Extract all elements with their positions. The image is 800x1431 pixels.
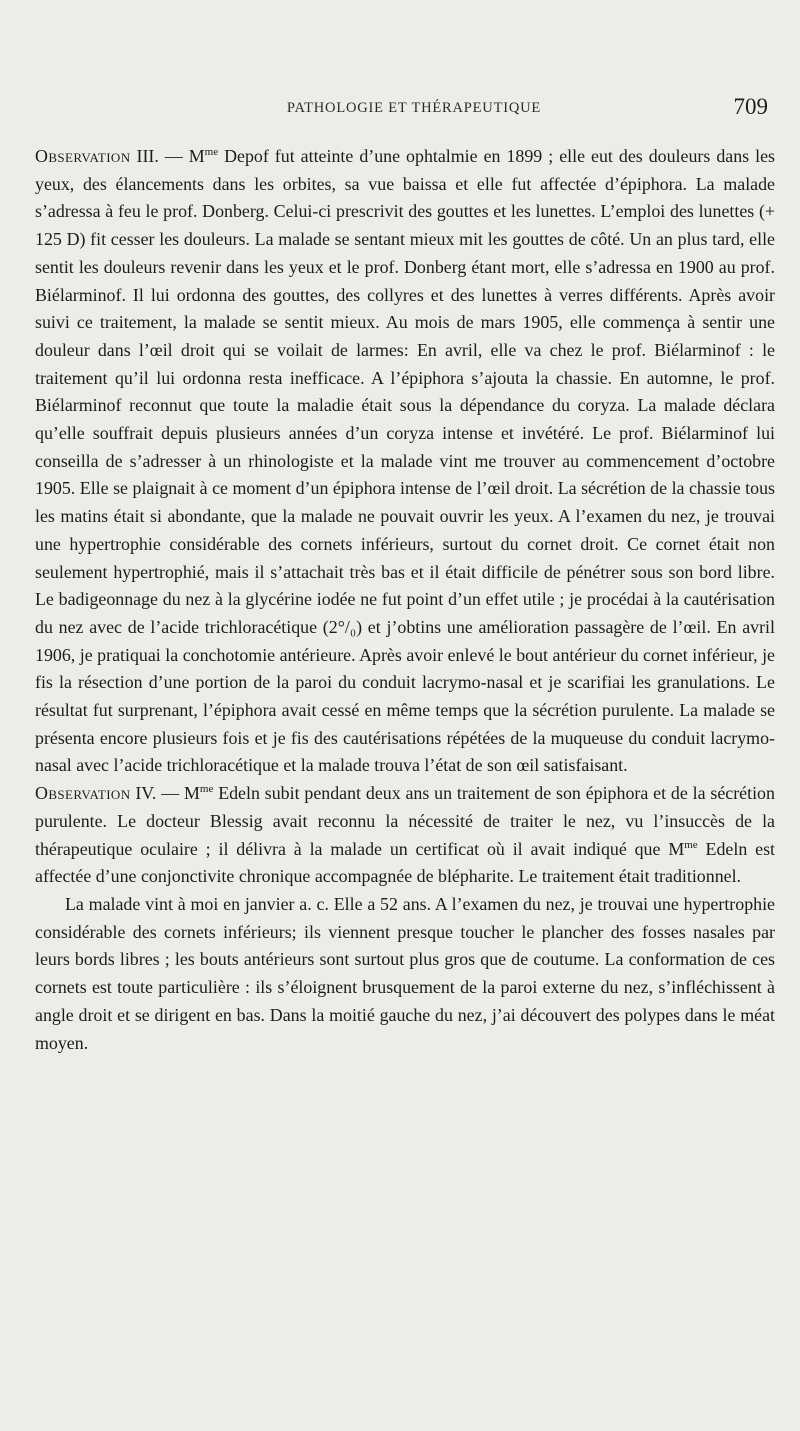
observation-iv-paragraph — [35, 780, 775, 891]
page-header — [60, 94, 768, 122]
running-title: PATHOLOGIE ET THÉRAPEUTIQUE — [286, 100, 542, 116]
observation-iv-text-part-2: Edeln est affectée d’une conjonctivite chronique accompagnée de blépharite. Le traitement était traditionnel. — [35, 838, 775, 887]
observation-number: IV. — — [135, 783, 180, 804]
observation-iii-text-part-2: ) et j’obtins une amélioration passagère de l’œil. En avril 1906, je pratiquai la conchotomie antérieure. Après avoir enlevé le bout antérieur du cornet inférieur, je fis la résection d’une portion de la paroi du conduit lacrymo-nasal et je scarifiai les granulations. Le résultat fut surprenant, l’épiphora avait cessé en même temps que la sécrétion purulente. La malade se présenta encore plusieurs fois et je fis des cautérisations répétées de la muqueuse du conduit lacrymo-nasal avec l’acide trichloracétique et la malade trouva l’état de son œil satisfaisant. — [35, 616, 775, 776]
observation-number: III. — — [136, 146, 183, 166]
observation-iv-text-part-1: Edeln subit pendant deux ans un traitement de son épiphora et de la sécrétion purulente. Le docteur Blessig avait reconnu la nécessité de traiter le nez, vu l’insuccès de la thérapeutique oculaire ; il délivra à la malade un certificat où il avait indiqué que — [35, 783, 775, 859]
madame-abbreviation: $M^{me}$ — [183, 783, 214, 804]
per-mille-symbol: °/₀ — [337, 616, 357, 637]
madame-abbreviation: $M^{me}$ — [668, 838, 698, 859]
body-text — [35, 143, 775, 1057]
final-paragraph: La malade vint à moi en janvier a. c. Elle a 52 ans. A l’examen du nez, je trouvai une hypertrophie considérable des cornets inférieurs; ils viennent presque toucher le plancher des fosses nasales par leurs bords libres ; les bouts antérieurs sont surtout plus gros que de coutume. La conformation de ces cornets est toute particulière : ils s’éloignent brusquement de la paroi externe du nez, s’infléchissent à angle droit et se dirigent en bas. Dans la moitié gauche du nez, j’ai découvert des polypes dans le méat moyen. — [35, 893, 775, 1053]
page-number: 709 — [733, 94, 768, 119]
observation-label: Observation — [35, 783, 131, 804]
observation-iii-text-part-1: Depof fut atteinte d’une ophtalmie en 1899 ; elle eut des douleurs dans les yeux, des élancements dans les orbites, sa vue baissa et elle fut affectée d’épiphora. La malade s’adressa à feu le prof. Donberg. Celui-ci prescrivit des gouttes et les lunettes. L’emploi des lunettes (+ 125 D) fit cesser les douleurs. La malade se sentant mieux mit les gouttes de côté. Un an plus tard, elle sentit les douleurs revenir dans les yeux et le prof. Donberg étant mort, elle s’adressa en 1900 au prof. Biélarminof. Il lui ordonna des gouttes, des collyres et des lunettes à verres différents. Après avoir suivi ce traitement, la malade se sentit mieux. Au mois de mars 1905, elle commença à sentir une douleur dans l’œil droit qui se voilait de larmes: En avril, elle va chez le prof. Biélarminof : le traitement qu’il lui ordonna resta inefficace. A l’épiphora s’ajouta la chassie. En automne, le prof. Biélarminof reconnut que toute la maladie était sous la dépendance du coryza. La malade déclara qu’elle souffrait depuis plusieurs années d’un coryza intense et invétéré. Le prof. Biélarminof lui conseilla de s’adresser à un rhinologiste et la malade vint me trouver au commencement d’octobre 1905. Elle se plaignait à ce moment d’un épiphora intense de l’œil droit. La sécrétion de la chassie tous les matins était si abondante, que la malade ne pouvait ouvrir les yeux. A l’examen du nez, je trouvai une hypertrophie considérable des cornets inférieurs, surtout du cornet droit. Ce cornet était non seulement hypertrophié, mais il s’attachait très bas et il était difficile de pénétrer sous son bord libre. Le badigeonnage du nez à la glycérine iodée ne fut point d’un effet utile ; je procédai à la cautérisation du nez avec de l’acide trichloracétique (2 — [35, 146, 775, 637]
madame-abbreviation: $M^{me}$ — [188, 146, 219, 166]
observation-label: Observation — [35, 146, 131, 166]
observation-iii-paragraph — [35, 143, 775, 780]
